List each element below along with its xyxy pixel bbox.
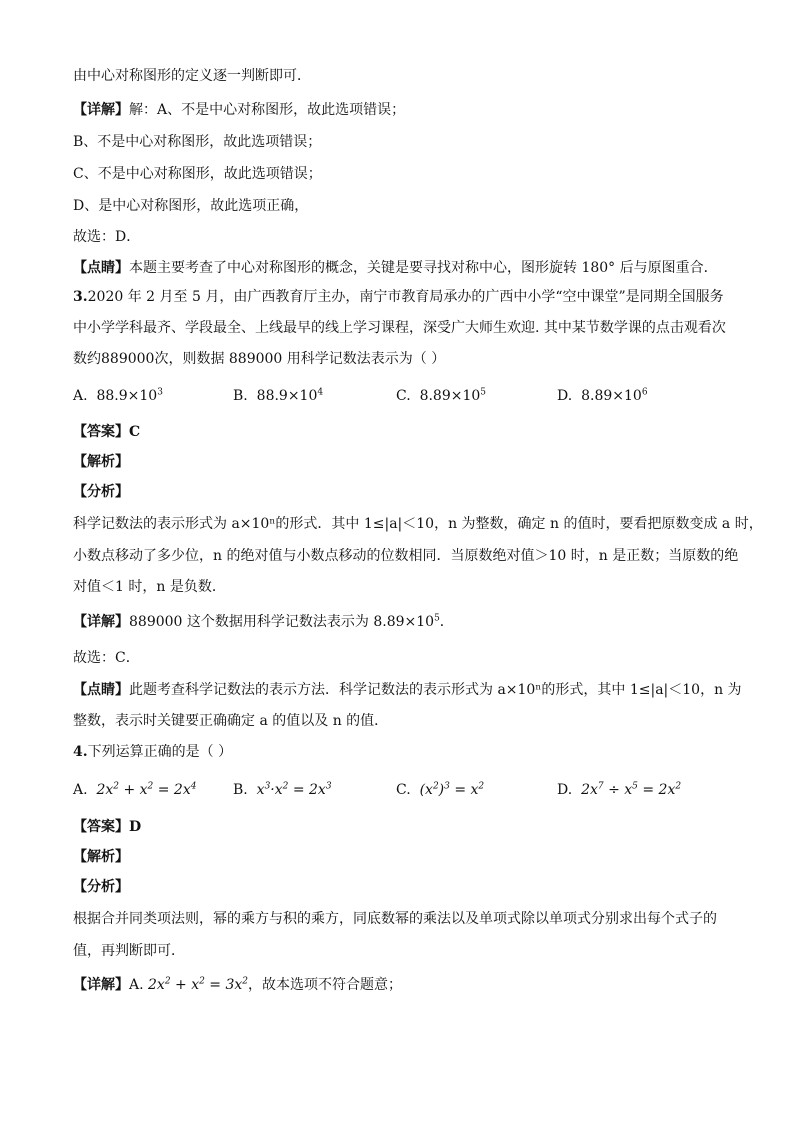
q2-choice: 故选：D． [73, 229, 141, 245]
q3-analysis-line2: 小数点移动了多少位，n 的绝对值与小数点移动的位数相同．当原数绝对值＞10 时，n 是正数；当原数的绝 [73, 548, 739, 564]
q3-analysis-line3: 对值＜1 时，n 是负数． [73, 579, 226, 595]
math-part: = 2x [637, 782, 676, 798]
option-label: C. [396, 388, 411, 404]
q3-detail-line [73, 612, 454, 632]
math-exp: 2 [432, 781, 439, 792]
comment-label: 【点睛】 [73, 682, 129, 698]
option-value: 8.89×10 [581, 388, 642, 404]
option-value: 88.9×10 [96, 388, 158, 404]
math-part: = x [449, 782, 479, 798]
q3-option-c [396, 386, 486, 406]
detail-label: 【详解】 [73, 977, 129, 993]
q3-option-d [557, 386, 648, 406]
q3-stem-line3: 数约889000次，则数据 889000 用科学记数法表示为（ ） [73, 351, 446, 367]
option-exponent: 4 [317, 387, 324, 398]
math-exp: 3 [325, 781, 332, 792]
math-exp: 2 [675, 781, 682, 792]
option-value: 88.9×10 [256, 388, 318, 404]
math-exp: 5 [632, 781, 638, 792]
q3-stem-text1: 2020 年 2 月至 5 月，由广西教育厅主办，南宁市教育局承办的广西中小学“空中课堂”是同期全国服务 [87, 289, 724, 305]
math-part: + x [170, 977, 200, 993]
q2-detail-c: C、不是中心对称图形，故此选项错误； [73, 166, 322, 182]
answer-label: 【答案】 [73, 819, 129, 835]
q3-comment1: 此题考查科学记数法的表示方法．科学记数法的表示形式为 a×10ⁿ的形式，其中 1≤|a|＜10，n 为 [129, 682, 742, 698]
q3-comment-line1 [73, 680, 742, 700]
math-part: 2x [96, 782, 114, 798]
q2-analysis-line: 由中心对称图形的定义逐一判断即可． [73, 68, 311, 84]
q2-detail-b: B、不是中心对称图形，故此选项错误； [73, 134, 322, 150]
q4-detail-line [73, 975, 402, 995]
q4-analysis-line1: 根据合并同类项法则，幂的乘方与积的乘方，同底数幂的乘法以及单项式除以单项式分别求出每个式子的 [73, 911, 717, 927]
option-label: A. [73, 388, 88, 404]
math-exp: 4 [190, 781, 197, 792]
option-label: D. [557, 388, 573, 404]
math-part: 2x [148, 977, 165, 993]
math-part: x [256, 782, 265, 798]
math-part: = 3x [204, 977, 243, 993]
option-exponent: 6 [641, 387, 648, 398]
math-part: (x [419, 782, 433, 798]
q3-comment-line2: 整数，表示时关键要正确确定 a 的值以及 n 的值． [73, 713, 389, 729]
math-part: = 2x [288, 782, 326, 798]
math-part: = 2x [153, 782, 191, 798]
q3-number: 3. [73, 289, 88, 305]
math-part: ·x [270, 782, 283, 798]
q4-option-b [233, 780, 332, 800]
math-part: ÷ x [603, 782, 633, 798]
q4-stem [73, 742, 232, 762]
q4-answer-line [73, 817, 141, 837]
detail-label: 【详解】 [73, 102, 129, 118]
q3-stem-line2: 中小学学科最齐、学段最全、上线最早的线上学习课程，深受广大师生欢迎. 其中某节数学课的点击观看次 [73, 320, 726, 336]
q3-option-b [233, 386, 323, 406]
detail-label: 【详解】 [73, 614, 129, 630]
q3-detail: 889000 这个数据用科学记数法表示为 8.89×10 [129, 614, 435, 630]
option-value: 8.89×10 [419, 388, 481, 404]
q4-option-a [73, 780, 196, 800]
q2-comment-line [73, 258, 718, 278]
option-label: C. [396, 782, 411, 798]
math-exp: 2 [164, 976, 171, 987]
option-label: D. [557, 782, 573, 798]
q4-stem-text: 下列运算正确的是（ ） [87, 744, 233, 760]
math-exp: 2 [147, 781, 154, 792]
math-exp: 3 [444, 781, 450, 792]
q3-analysis-label: 【分析】 [73, 484, 129, 500]
q3-detail-end: ． [439, 614, 454, 630]
q4-answer: D [129, 819, 142, 835]
math-exp: 2 [478, 781, 485, 792]
comment-label: 【点睛】 [73, 260, 129, 276]
q2-comment: 本题主要考查了中心对称图形的概念，关键是要寻找对称中心，图形旋转 180° 后与原图重合． [129, 260, 718, 276]
option-label: B. [233, 388, 248, 404]
q3-detail-exponent: 5 [434, 613, 440, 624]
math-part: 2x [581, 782, 598, 798]
option-label: B. [233, 782, 248, 798]
math-exp: 3 [264, 781, 271, 792]
q4-analysis-label: 【分析】 [73, 879, 129, 895]
q3-answer: C [129, 424, 141, 440]
q4-analysis-line2: 值，再判断即可． [73, 943, 185, 959]
math-exp: 2 [113, 781, 120, 792]
math-exp: 7 [597, 781, 604, 792]
q2-detail-line [73, 100, 405, 120]
math-exp: 2 [199, 976, 205, 987]
option-exponent: 3 [157, 387, 163, 398]
math-part: ) [438, 782, 445, 798]
q4-option-d [557, 780, 681, 800]
q3-option-a [73, 386, 163, 406]
option-exponent: 5 [480, 387, 487, 398]
math-exp: 2 [282, 781, 289, 792]
q4-solution-label: 【解析】 [73, 849, 129, 865]
math-part: + x [119, 782, 148, 798]
q2-detail-a: 解：A、不是中心对称图形，故此选项错误； [129, 102, 406, 118]
q2-detail-d: D、是中心对称图形，故此选项正确， [73, 198, 309, 214]
q3-choice: 故选：C． [73, 650, 140, 666]
q3-analysis-line1: 科学记数法的表示形式为 a×10ⁿ的形式．其中 1≤|a|＜10，n 为整数，确定 n 的值时，要看把原数变成 a 时， [73, 516, 763, 532]
q3-answer-line [73, 422, 140, 442]
q4-number: 4. [73, 744, 88, 760]
q4-option-c [396, 780, 484, 800]
q3-solution-label: 【解析】 [73, 454, 129, 470]
q3-stem-line1 [73, 287, 724, 307]
q4-detail-suffix: ，故本选项不符合题意； [248, 977, 402, 993]
math-exp: 2 [242, 976, 248, 987]
answer-label: 【答案】 [73, 424, 129, 440]
q4-detail-prefix: A. [129, 977, 144, 993]
option-label: A. [73, 782, 88, 798]
